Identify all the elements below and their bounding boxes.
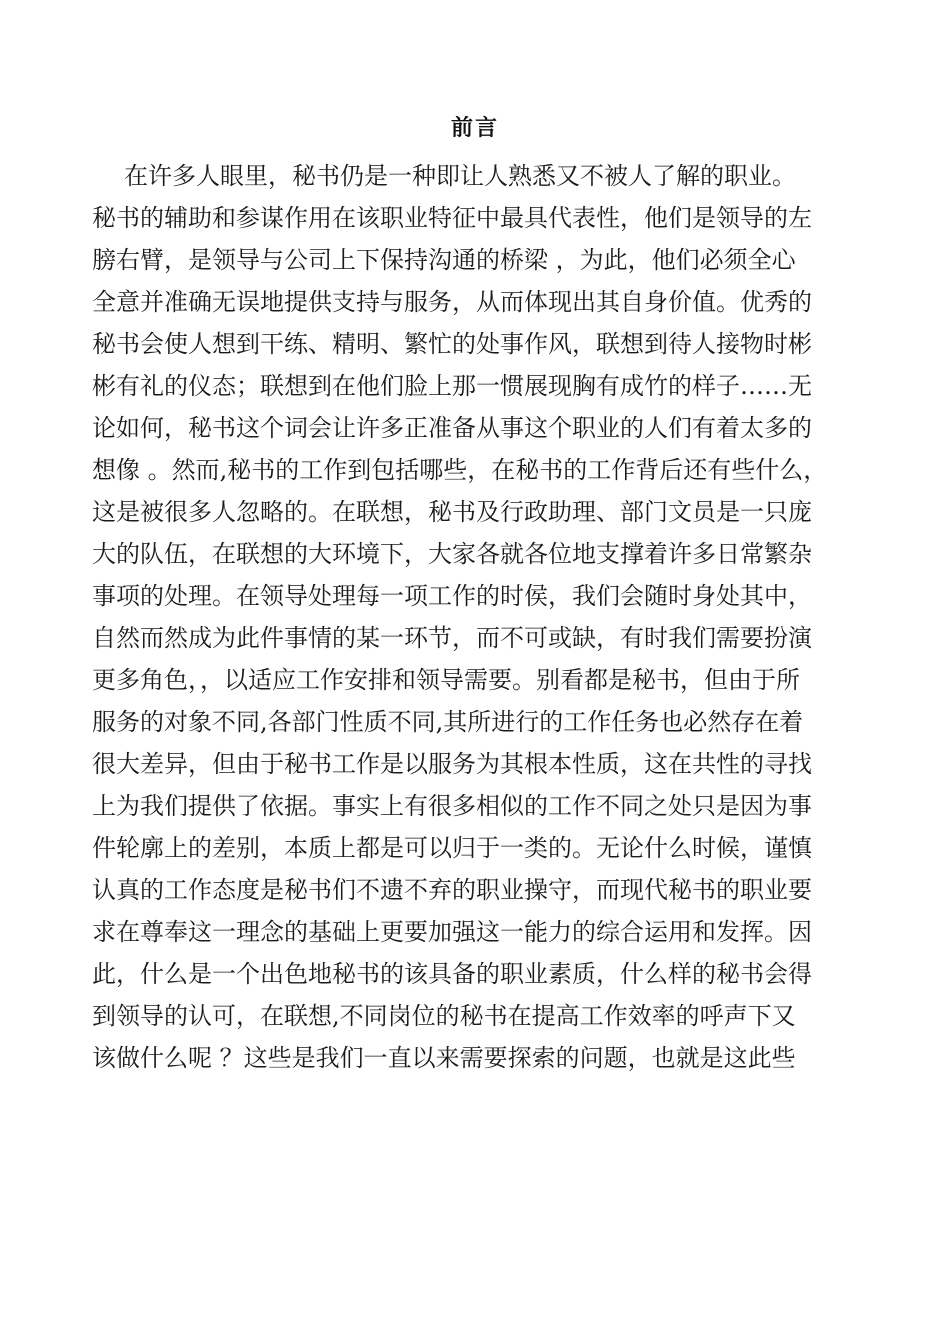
paragraph-line: 膀右臂，是领导与公司上下保持沟通的桥梁 ，为此，他们必须全心 xyxy=(92,246,796,274)
body-paragraph xyxy=(92,155,872,1079)
paragraph-line: 大的队伍，在联想的大环境下，大家各就各位地支撑着许多日常繁杂 xyxy=(92,540,812,568)
paragraph-line: 很大差异，但由于秘书工作是以服务为其根本性质，这在共性的寻找 xyxy=(92,750,812,778)
paragraph-line: 更多角色，，以适应工作安排和领导需要。别看都是秘书，但由于所 xyxy=(92,666,800,694)
paragraph-line: 到领导的认可，在联想,不同岗位的秘书在提高工作效率的呼声下又 xyxy=(92,1002,796,1030)
paragraph-line: 此，什么是一个出色地秘书的该具备的职业素质，什么样的秘书会得 xyxy=(92,960,812,988)
paragraph-line: 求在尊奉这一理念的基础上更要加强这一能力的综合运用和发挥。因 xyxy=(92,918,812,946)
paragraph-line: 这是被很多人忽略的。在联想，秘书及行政助理、部门文员是一只庞 xyxy=(92,498,812,526)
paragraph-line: 服务的对象不同,各部门性质不同,其所进行的工作任务也必然存在着 xyxy=(92,708,804,736)
paragraph-line: 件轮廓上的差别，本质上都是可以归于一类的。无论什么时候，谨慎 xyxy=(92,834,812,862)
paragraph-line: 事项的处理。在领导处理每一项工作的时侯，我们会随时身处其中， xyxy=(92,582,812,610)
paragraph-line: 在许多人眼里，秘书仍是一种即让人熟悉又不被人了解的职业。 xyxy=(124,162,796,190)
paragraph-line: 全意并准确无误地提供支持与服务，从而体现出其自身价值。优秀的 xyxy=(92,288,812,316)
paragraph-line: 秘书会使人想到干练、精明、繁忙的处事作风，联想到待人接物时彬 xyxy=(92,330,812,358)
paragraph-line: 秘书的辅助和参谋作用在该职业特征中最具代表性，他们是领导的左 xyxy=(92,204,812,232)
paragraph-line: 自然而然成为此件事情的某一环节，而不可或缺，有时我们需要扮演 xyxy=(92,624,812,652)
paragraph-line: 该做什么呢 ？这些是我们一直以来需要探索的问题，也就是这此些 xyxy=(92,1044,796,1072)
paragraph-line: 上为我们提供了依据。事实上有很多相似的工作不同之处只是因为事 xyxy=(92,792,812,820)
paragraph-line: 认真的工作态度是秘书们不遗不弃的职业操守，而现代秘书的职业要 xyxy=(92,876,812,904)
paragraph-line: 彬有礼的仪态；联想到在他们脸上那一惯展现胸有成竹的样子……无 xyxy=(92,372,812,400)
paragraph-line: 想像 。然而,秘书的工作到包括哪些，在秘书的工作背后还有些什么， xyxy=(92,456,828,484)
paragraph-line: 论如何，秘书这个词会让许多正准备从事这个职业的人们有着太多的 xyxy=(92,414,812,442)
page-title: 前言 xyxy=(450,116,499,141)
